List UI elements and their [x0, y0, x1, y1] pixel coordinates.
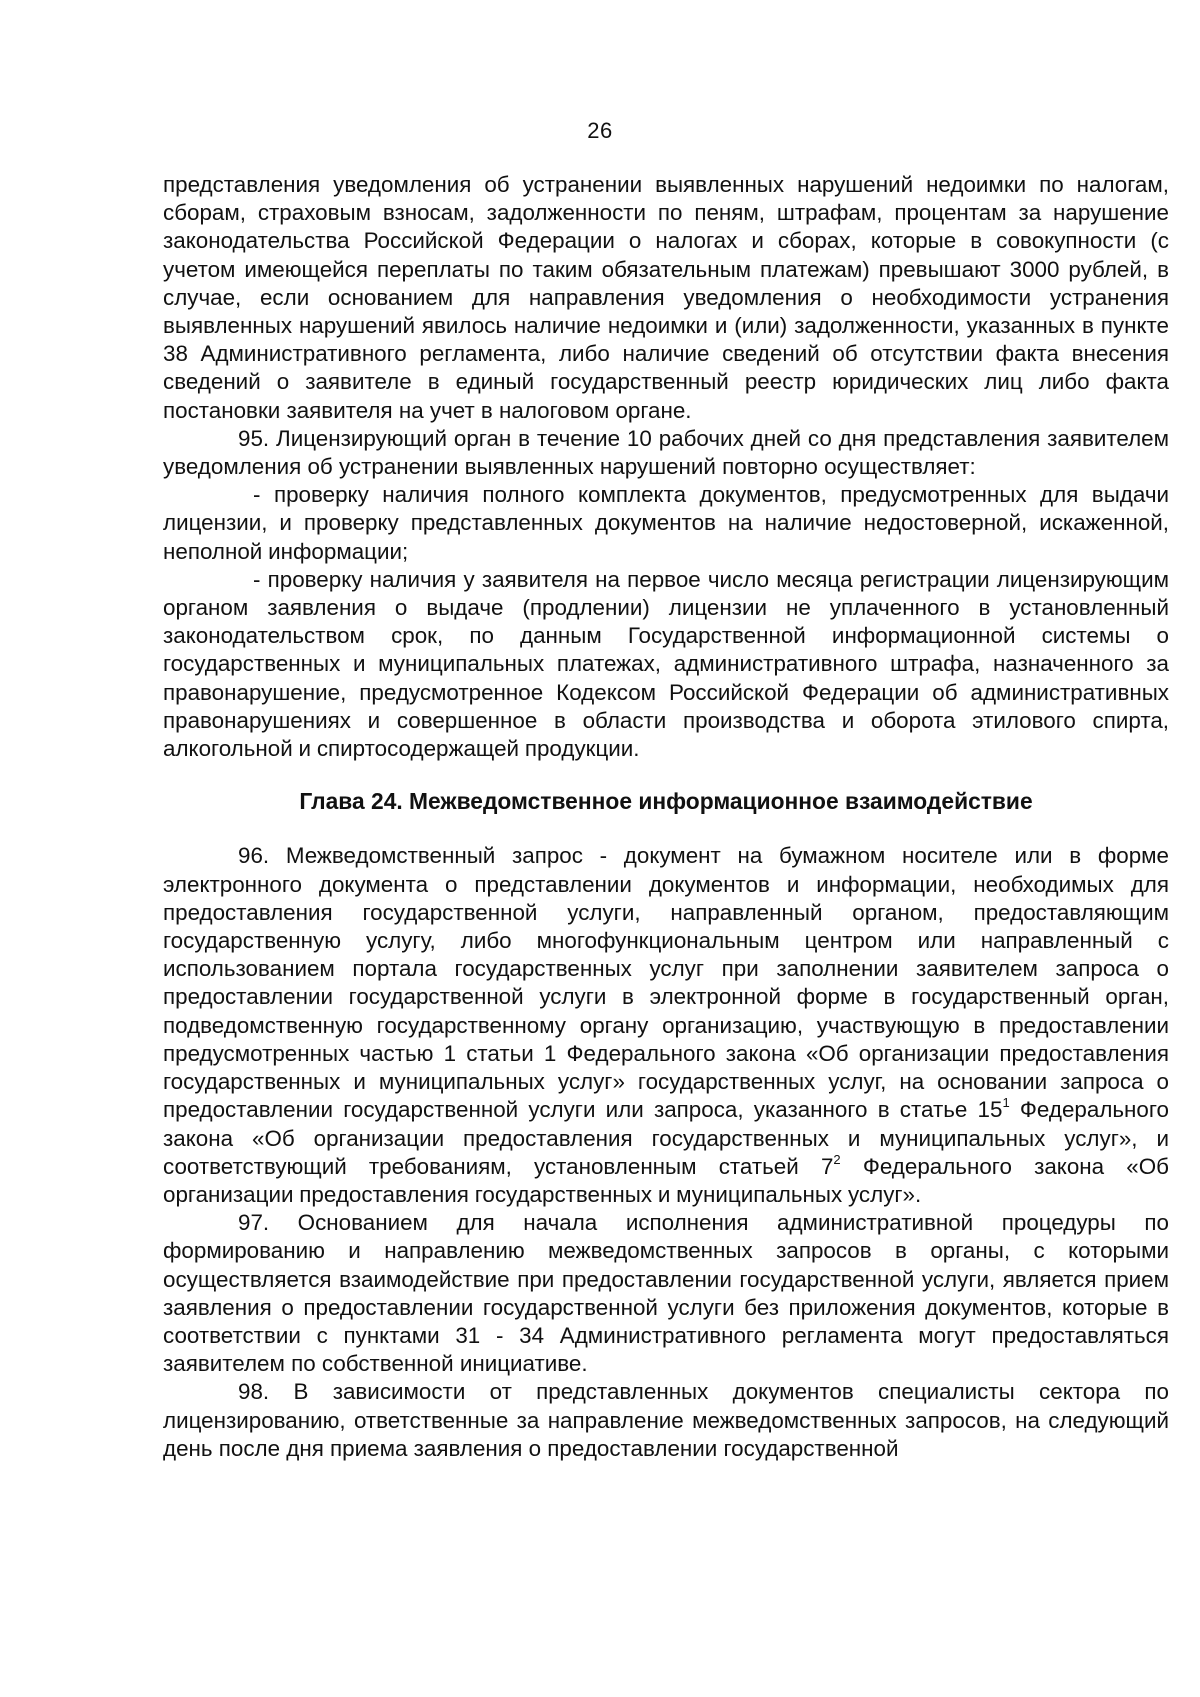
paragraph-96-text-1: 96. Межведомственный запрос - документ на бумажном носителе или в форме электронного документа о представлении документов и информации, необходимых для предоставления государственной услуги, направленный органом, предоставляющим государственную услугу, либо многофункциональным центром или направленный с использованием портала государственных услуг при заполнении заявителем запроса о предоставлении государственной услуги в электронной форме в государственный орган, подведомственную государственному органу организацию, участвующую в предоставлении предусмотренных частью 1 статьи 1 Федерального закона «Об организации предоставления государственных и муниципальных услуг» государственных услуг, на основании запроса о предоставлении государственной услуги или запроса, указанного в статье 15	[163, 843, 1169, 1123]
footnote-superscript-2: 2	[833, 1151, 841, 1167]
paragraph-95-item-1: - проверку наличия полного комплекта документов, предусмотренных для выдачи лицензии, и проверку представленных документов на наличие недостоверной, искаженной, неполной информации;	[163, 482, 1169, 564]
paragraph-96	[163, 842, 1169, 1209]
chapter-heading: Глава 24. Межведомственное информационное взаимодействие	[299, 788, 1033, 815]
document-body	[163, 171, 1169, 1463]
paragraph-96-text-2: Федерального закона «Об организации предоставления государственных и муниципальных услуг», и соответствующий требованиям, установленным статьей 7	[163, 1097, 1169, 1179]
paragraph-97: 97. Основанием для начала исполнения административной процедуры по формированию и направлению межведомственных запросов в органы, с которыми осуществляется взаимодействие при предоставлении государственной услуги, является прием заявления о предоставлении государственной услуги без приложения документов, которые в соответствии с пунктами 31 - 34 Административного регламента могут предоставляться заявителем по собственной инициативе.	[163, 1210, 1169, 1377]
paragraph-98: 98. В зависимости от представленных документов специалисты сектора по лицензированию, ответственные за направление межведомственных запросов, на следующий день после дня приема заявления о предоставлении государственной	[163, 1379, 1169, 1461]
paragraph-95: 95. Лицензирующий орган в течение 10 рабочих дней со дня представления заявителем уведомления об устранении выявленных нарушений повторно осуществляет:	[163, 425, 1169, 480]
footnote-superscript-1: 1	[1002, 1095, 1010, 1111]
paragraph-95-item-2: - проверку наличия у заявителя на первое число месяца регистрации лицензирующим органом заявления о выдаче (продлении) лицензии не уплаченного в установленный законодательством срок, по данным Государственной информационной системы о государственных и муниципальных платежах, административного штрафа, назначенного за правонарушение, предусмотренное Кодексом Российской Федерации об административных правонарушениях и совершенное в области производства и оборота этилового спирта, алкогольной и спиртосодержащей продукции.	[163, 566, 1169, 762]
page-number: 26	[587, 118, 613, 143]
paragraph-96-text-3: Федерального закона «Об организации предоставления государственных и муниципальных услуг».	[163, 1153, 1169, 1207]
paragraph-continuation: представления уведомления об устранении выявленных нарушений недоимки по налогам, сборам, страховым взносам, задолженности по пеням, штрафам, процентам за нарушение законодательства Российской Федерации о налогах и сборах, которые в совокупности (с учетом имеющейся переплаты по таким обязательным платежам) превышают 3000 рублей, в случае, если основанием для направления уведомления о необходимости устранения выявленных нарушений явилось наличие недоимки и (или) задолженности, указанных в пункте 38 Административного регламента, либо наличие сведений об отсутствии факта внесения сведений о заявителе в единый государственный реестр юридических лиц либо факта постановки заявителя на учет в налоговом органе.	[163, 172, 1169, 423]
